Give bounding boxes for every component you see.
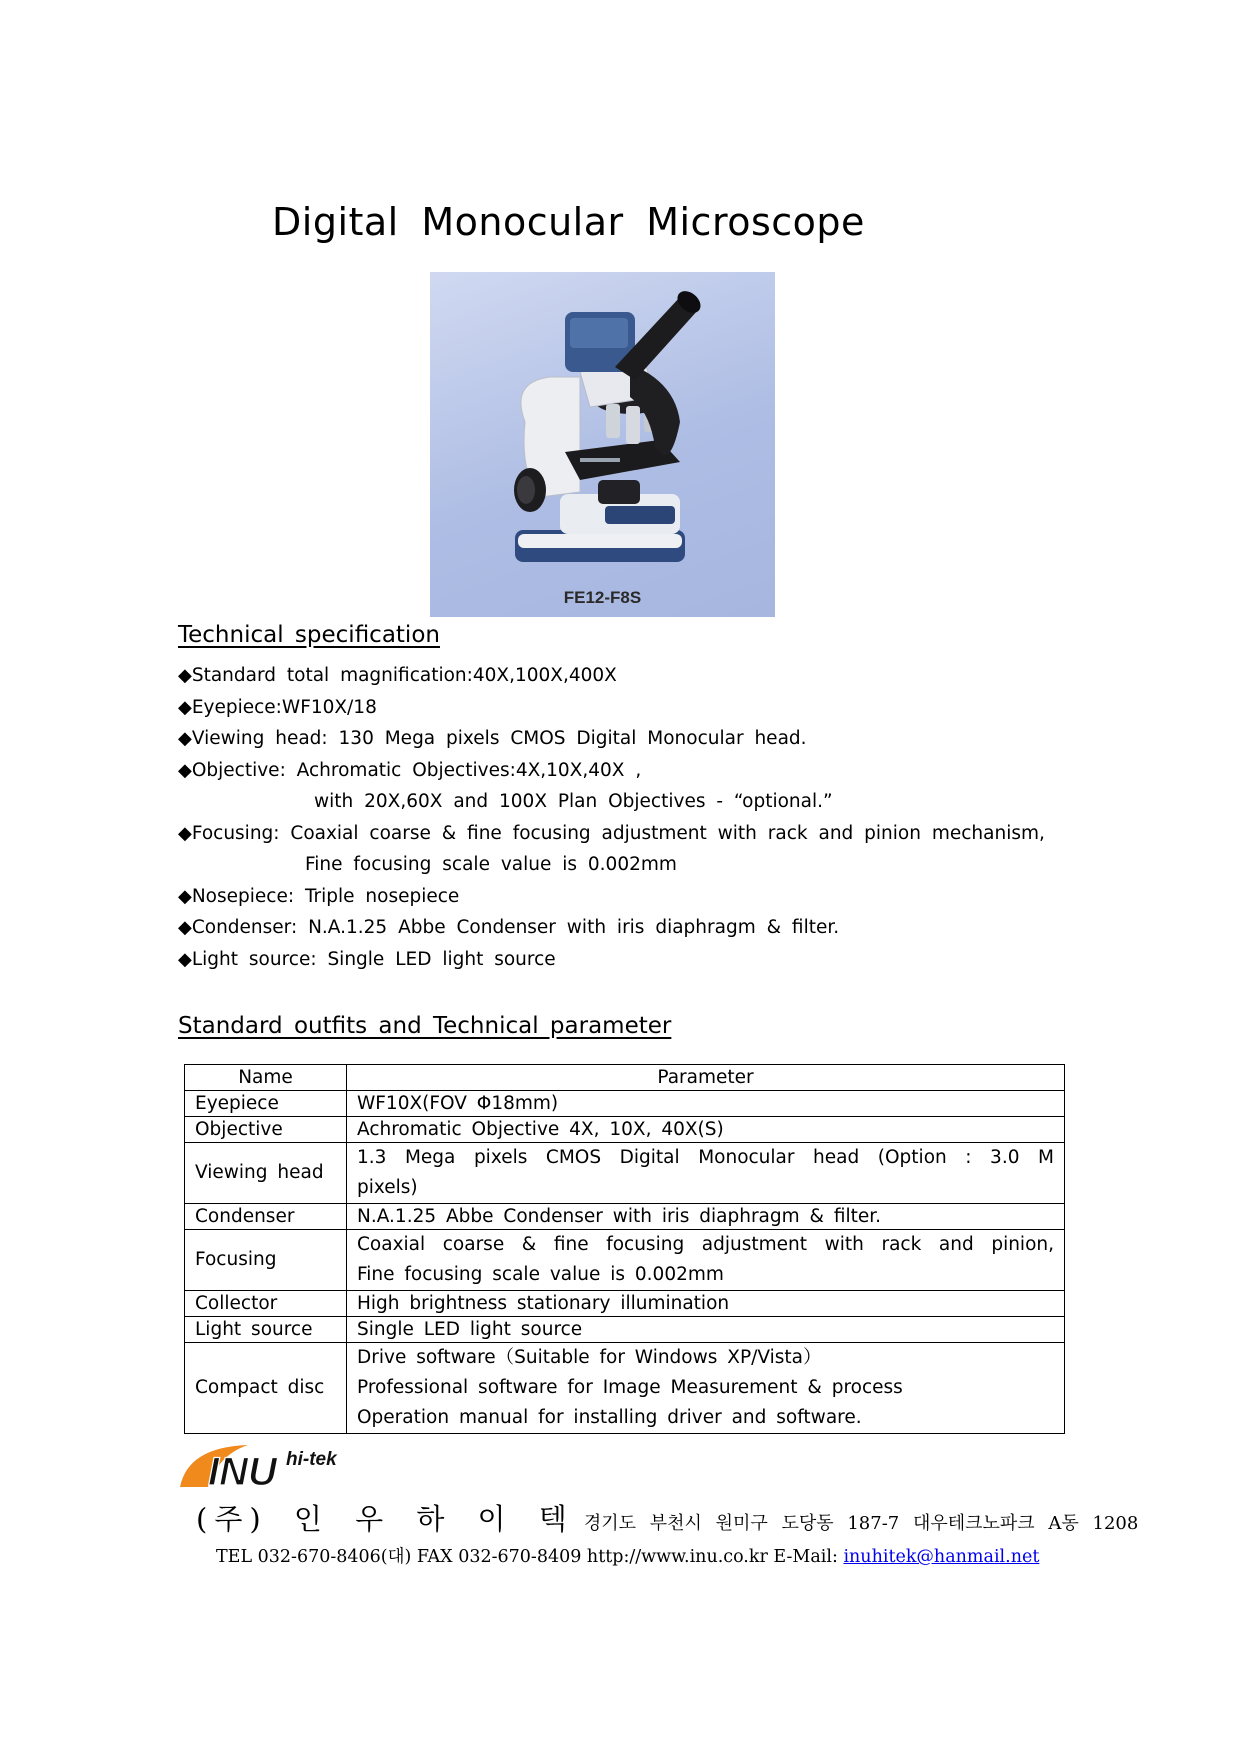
- spec-line: [178, 660, 1045, 692]
- table-row: [185, 1204, 1065, 1230]
- parameter-line: Drive software（Suitable for Windows XP/Vista）: [357, 1347, 822, 1368]
- row-name: Light source: [185, 1317, 347, 1343]
- diamond-bullet-icon: ◆: [178, 759, 192, 781]
- row-parameter: [347, 1117, 1065, 1143]
- logo-suffix: hi-tek: [286, 1449, 337, 1470]
- row-name: Viewing head: [185, 1143, 347, 1204]
- row-parameter: [347, 1091, 1065, 1117]
- table-heading: Standard outfits and Technical parameter: [178, 1013, 672, 1039]
- parameter-line: High brightness stationary illumination: [357, 1293, 730, 1314]
- parameter-line: 1.3 Mega pixels CMOS Digital Monocular head (Option : 3.0 M: [357, 1147, 1054, 1168]
- spec-heading: Technical specification: [178, 622, 440, 648]
- spec-text: Viewing head: 130 Mega pixels CMOS Digital Monocular head.: [191, 728, 807, 749]
- parameter-line: Coaxial coarse & fine focusing adjustment with rack and pinion,: [357, 1234, 1054, 1255]
- diamond-bullet-icon: ◆: [178, 948, 192, 970]
- company-logo: [178, 1441, 378, 1491]
- spec-line: [178, 692, 1045, 724]
- diamond-bullet-icon: ◆: [178, 822, 192, 844]
- company-name: (주) 인 우 하 이 텍: [196, 1502, 574, 1536]
- spec-text: Nosepiece: Triple nosepiece: [191, 885, 460, 907]
- parameter-line: Fine focusing scale value is 0.002mm: [357, 1264, 724, 1285]
- spec-line: [178, 723, 1045, 755]
- microscope-photo: [430, 272, 775, 617]
- table-row: [185, 1291, 1065, 1317]
- spec-text: Fine focusing scale value is 0.002mm: [305, 854, 677, 875]
- row-name: Compact disc: [185, 1343, 347, 1434]
- parameter-line: Operation manual for installing driver and software.: [357, 1407, 862, 1428]
- row-parameter: [347, 1317, 1065, 1343]
- table-row: [185, 1230, 1065, 1291]
- table-header-row: [185, 1065, 1065, 1091]
- diamond-bullet-icon: ◆: [178, 696, 192, 718]
- table-row: [185, 1317, 1065, 1343]
- row-parameter: [347, 1230, 1065, 1291]
- spec-text: Standard total magnification:40X,100X,400X: [191, 665, 617, 686]
- spec-text: Focusing: Coaxial coarse & fine focusing adjustment with rack and pinion mechanism,: [191, 822, 1045, 844]
- logo-wordmark: INU: [208, 1450, 277, 1491]
- row-parameter: [347, 1204, 1065, 1230]
- company-info: [196, 1497, 1138, 1538]
- row-name: Eyepiece: [185, 1091, 347, 1117]
- parameter-line: WF10X(FOV Φ18mm): [357, 1093, 559, 1114]
- table-row: [185, 1117, 1065, 1143]
- parameter-table: [184, 1064, 1065, 1434]
- inu-logo-icon: [178, 1441, 378, 1491]
- row-name: Focusing: [185, 1230, 347, 1291]
- diamond-bullet-icon: ◆: [178, 917, 192, 938]
- microscope-illustration: [430, 272, 775, 617]
- spec-text: Condenser: N.A.1.25 Abbe Condenser with iris diaphragm & filter.: [191, 917, 840, 938]
- column-header-parameter: Parameter: [347, 1065, 1065, 1091]
- spec-text: Light source: Single LED light source: [191, 948, 556, 970]
- spec-text: with 20X,60X and 100X Plan Objectives - “optional.”: [314, 791, 833, 812]
- document-title: Digital Monocular Microscope: [272, 200, 865, 244]
- model-caption: FE12-F8S: [563, 588, 642, 607]
- parameter-line: Single LED light source: [357, 1319, 583, 1340]
- row-name: Collector: [185, 1291, 347, 1317]
- row-parameter: [347, 1343, 1065, 1434]
- company-address: 경기도 부천시 원미구 도당동 187-7 대우테크노파크 A동 1208: [583, 1513, 1139, 1534]
- spec-line: [178, 912, 1045, 944]
- row-parameter: [347, 1143, 1065, 1204]
- spec-list: [178, 660, 1045, 975]
- contact-text: TEL 032-670-8406(대) FAX 032-670-8409 http://www.inu.co.kr E-Mail:: [216, 1547, 844, 1567]
- parameter-line: pixels): [357, 1177, 418, 1198]
- diamond-bullet-icon: ◆: [178, 885, 192, 907]
- column-header-name: Name: [185, 1065, 347, 1091]
- spec-line-continuation: [178, 786, 1045, 818]
- row-name: Objective: [185, 1117, 347, 1143]
- table-row: [185, 1143, 1065, 1204]
- spec-line: [178, 818, 1045, 850]
- diamond-bullet-icon: ◆: [178, 665, 192, 686]
- parameter-line: Professional software for Image Measurement & process: [357, 1377, 903, 1398]
- diamond-bullet-icon: ◆: [178, 728, 192, 749]
- spec-text: Eyepiece:WF10X/18: [191, 696, 377, 718]
- spec-line: [178, 944, 1045, 976]
- spec-line: [178, 881, 1045, 913]
- table-row: [185, 1343, 1065, 1434]
- email-link[interactable]: inuhitek@hanmail.net: [843, 1547, 1040, 1567]
- spec-line: [178, 755, 1045, 787]
- table-row: [185, 1091, 1065, 1117]
- row-name: Condenser: [185, 1204, 347, 1230]
- spec-line-continuation: [178, 849, 1045, 881]
- contact-info: [216, 1543, 1039, 1568]
- parameter-line: N.A.1.25 Abbe Condenser with iris diaphragm & filter.: [357, 1206, 882, 1227]
- spec-text: Objective: Achromatic Objectives:4X,10X,40X ,: [191, 759, 642, 781]
- row-parameter: [347, 1291, 1065, 1317]
- parameter-line: Achromatic Objective 4X, 10X, 40X(S): [357, 1119, 724, 1140]
